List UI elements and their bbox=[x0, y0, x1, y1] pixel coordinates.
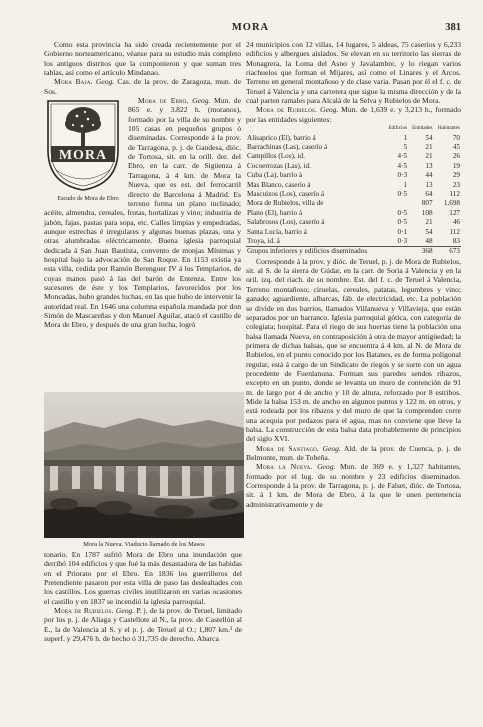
entry-text: Ald. de la prov. de Cuenca, p. j. de Belmonte, mun. de Tobeña. bbox=[246, 443, 461, 462]
entry-category: Geog. bbox=[322, 443, 341, 453]
table-cell-value: 0·1 bbox=[397, 227, 408, 236]
table-header-row bbox=[246, 124, 461, 133]
table-cell-value: 0·3 bbox=[397, 236, 408, 245]
entry-category: Geog. bbox=[95, 77, 115, 87]
viaduct-photograph bbox=[44, 392, 244, 538]
table-cell-entity: Troya, id. á bbox=[247, 236, 280, 245]
table-row bbox=[246, 228, 461, 237]
table-cell-entity: Mascuizos (Los), caserío á bbox=[247, 189, 325, 198]
table-cell-value: 21 bbox=[425, 218, 433, 227]
table-cell-value: 0·5 bbox=[397, 208, 408, 217]
table-cell-value: 64 bbox=[425, 189, 433, 198]
table-cell-value: 4·5 bbox=[397, 161, 408, 170]
left-paragraph-1: Como esta provincia ha sido creada recientemente por el Gobierno norteamericano, véanse para su estudio más completo los antiguos distritos que la componieron y que suman tres tablas, así como el artículo Mindanao. bbox=[44, 40, 241, 78]
table-row bbox=[246, 218, 461, 227]
left-lower-paragraph-1: tonario. En 1787 sufrió Mora de Ebro una inundación que derribó 104 edificios y que fué la más desastadora de las habidas en el Priorato por el Ebro. En 1836 los guerrilleros del Pretendiente pasaron por esta villa de paso las deslealtades con los castillos. Los guerras civiles inutilizaron en varias ocasiones el castillo y en 1837 se incendió la iglesia parroquial. bbox=[44, 550, 242, 606]
photo-caption: Mora la Nueva. Viaducto llamado de los Masos bbox=[83, 541, 205, 548]
table-cell-value: 673 bbox=[434, 247, 461, 257]
table-cell-value: 1 bbox=[403, 180, 408, 189]
table-row bbox=[246, 247, 461, 257]
table-cell-entity: Mora de Rubielos, villa de bbox=[247, 199, 324, 208]
entry-heading: Mora de Ebro. bbox=[138, 96, 189, 106]
table-cell-value: 70 bbox=[452, 133, 460, 142]
table-cell-value: 4·5 bbox=[397, 152, 408, 161]
entry-text: P. j. de la prov. de Teruel, limitado por los p. j. de Aliaga y Castellote al N., la prov. de Castellón al E., la de Valencia al S. y el p. j. de Teruel al O.; 1,807 km.² de superf. y 29,476 h. de hecho ó 31,735 de derecho. Abarca bbox=[44, 606, 243, 644]
table-cell-value bbox=[385, 247, 409, 257]
left-column-lower bbox=[44, 550, 242, 643]
table-cell-entity: Alisaprico (El), barrio á bbox=[247, 133, 316, 142]
table-cell-value: 368 bbox=[408, 247, 433, 257]
entry-text: Mun. de 369 e. y 1,327 habitantes, formado por el lug. de su nombre y 23 edificios diseminados. Corresponde á la prov. de Tarragona, p. j. de Falset, dióc. de Tortosa, sit. á 1 km. de Mora de Ebro, á la que le unen pertenencia administrativamente y de bbox=[246, 462, 461, 509]
table-row bbox=[246, 181, 461, 190]
entry-mora-de-rubielos-pj bbox=[44, 606, 242, 643]
table-cell-value: 54 bbox=[425, 227, 433, 236]
table-row bbox=[246, 199, 461, 208]
table-cell-value: 83 bbox=[452, 236, 460, 245]
table-row bbox=[246, 143, 461, 152]
table-row bbox=[246, 237, 461, 247]
svg-text:MORA: MORA bbox=[58, 148, 108, 164]
page-number: 381 bbox=[445, 22, 461, 33]
right-paragraph-1: 24 municipios con 12 villas, 14 lugares, 5 aldeas, 75 caseríos y 6,233 edificios y albergues aislados. Se elevan en su territorio las sierras de Monagrera, la Loma del Asno y Javalambre, y lo riegan varios riachuelos que forman el Mijares, así como el Linares y el Arcos. Terreno en general montañoso y de clase varia. Pasan por él el f. c. de Teruel á Valencia y una carretera que sigue la misma dirección y de la cual parten ramales para Alcalá de la Selva y Rubielos de Mora. bbox=[246, 40, 461, 106]
coat-of-arms-caption: Escudo de Mora de Ebro bbox=[57, 195, 119, 203]
table-cell-value: 112 bbox=[449, 189, 460, 198]
entry-heading: Mora de Rubielos. bbox=[256, 105, 318, 115]
entry-text: Mun. de 865 e. y 3.822 h. (moranos), formado por la villa de su nombre y 105 casas en pequeños grupos ó diseminadas. Corresponde á la prov. de Tarragona, p. j. de Gandesa, dióc. de Tortosa, sit. en la orill. der. del Ebro, en la carr. de Sigüenza á Tarragona, á 4 km. de Mora la Nueva, que es est. del ferrocarril directo de Barcelona á Madrid. Es terreno forma un plano inclinado; acéite, almendra, cereales, frutas, hortalizas y vino; industria de jabón, fajas, pastas para sopa, etc. Calles limpias y empedradas, aunque estrechas é irregulares y algunas buenas plazas, una y otras alumbradas eléctricamente. Buena iglesia parroquial dedicada á San Juan Bautista, convento de monjas Mínimas y hospital bajo la advocación de San Roque. En 1153 existía ya esta villa, cedida por Ramón Berenguer IV á los Templarios, de cuyas manos pasó á las del barón de Entenza. Entre los sucesores de éste y los Templarios, favorecidos por los Moncadas, hubo grandes luchas, en las que hubo de intervenir la autoridad real. En 1646 una columna española mandada por don Simón de Mascareñas y don Manuel Aguilar, atacó el castillo de Mora de Ebro, y después de una gran lucha, logró bbox=[44, 96, 241, 330]
entry-mora-de-santiago bbox=[246, 444, 461, 463]
table-cell-value: 23 bbox=[452, 180, 460, 189]
table-cell-entity: Campillos (Los), id. bbox=[247, 152, 305, 161]
table-cell-value: 54 bbox=[425, 133, 433, 142]
table-cell-value: 21 bbox=[425, 142, 433, 151]
entry-heading: Mora Baja. bbox=[54, 77, 93, 87]
entry-category: Geog. bbox=[319, 105, 339, 115]
table-row bbox=[246, 162, 461, 171]
table-header: Edificios bbox=[388, 125, 408, 132]
table-cell-value: 46 bbox=[452, 218, 460, 227]
table-cell-value: 0·5 bbox=[397, 218, 408, 227]
table-cell-value: 0·5 bbox=[397, 189, 408, 198]
left-column bbox=[44, 40, 241, 330]
table-row bbox=[246, 209, 461, 218]
entities-table bbox=[246, 124, 461, 257]
table-cell-entity: Mas Blanco, caserío á bbox=[247, 180, 311, 189]
table-cell-value: 13 bbox=[425, 161, 433, 170]
table-cell-value: 26 bbox=[452, 152, 460, 161]
entry-category: Geog. bbox=[192, 96, 211, 106]
entry-mora-baja bbox=[44, 77, 241, 96]
table-row bbox=[246, 190, 461, 199]
entry-mora-la-nueva bbox=[246, 462, 461, 509]
entry-category: Geog. bbox=[317, 462, 336, 472]
table-cell-value: 29 bbox=[452, 171, 460, 180]
table-cell-value: 1 bbox=[403, 133, 408, 142]
entry-heading: Mora la Nueva. bbox=[256, 462, 313, 472]
table-cell-value: 19 bbox=[452, 161, 460, 170]
table-cell-entity: Plano (El), barrio á bbox=[247, 208, 303, 217]
table-cell-entity: Salabrosos (Los), caserío á bbox=[247, 218, 325, 227]
table-cell-value: 5 bbox=[403, 142, 408, 151]
table-cell-entity: Cuba (La), barrío á bbox=[247, 171, 303, 180]
table-cell-value: 21 bbox=[425, 152, 433, 161]
page-header bbox=[40, 22, 461, 38]
coat-of-arms-image bbox=[44, 98, 122, 192]
entry-heading: Mora de Rubielos. bbox=[54, 606, 114, 616]
table-cell-entity: Cocoerrozas (Las), id. bbox=[247, 161, 311, 170]
table-row bbox=[246, 134, 461, 143]
table-cell-entity: Grupos inferiores y edificios diseminados bbox=[246, 247, 385, 257]
table-row bbox=[246, 152, 461, 161]
table-cell-value: 807 bbox=[421, 199, 433, 208]
entry-heading: Mora de Santiago. bbox=[256, 443, 320, 453]
table-cell-value: 48 bbox=[425, 236, 433, 245]
table-header: Entidades bbox=[412, 125, 433, 132]
table-cell-value: 127 bbox=[449, 208, 460, 217]
entry-text: Mun. de 1,639 e. y 3,213 h., formado por las entidades siguientes: bbox=[246, 105, 461, 124]
table-cell-value: 112 bbox=[449, 227, 460, 236]
coat-of-arms-figure bbox=[44, 98, 122, 203]
table-cell-value: 45 bbox=[452, 142, 460, 151]
table-cell-value: 1,698 bbox=[443, 199, 460, 208]
entry-category: Geog. bbox=[115, 606, 135, 616]
table-cell-value: 44 bbox=[425, 171, 433, 180]
right-paragraph-3: Corresponde á la prov. y dióc. de Teruel, p. j. de Mora de Rubielos, sit. al S. de la sierra de Gúdar, en la carr. de Soria á Valencia y en la oril. izq. del riach. de su nombre. Est. del f. c. de Teruel á Valencia, Terreno montañoso; ciruelas, cereales, patatas, legumbres y vino; ganado; aguardiente, albarcas, fáb. de electricidad, etc. La población se divide en dos barrios, llamados Villanueva y Villavieja, que están separados por un barranco. Iglesia parroquial gótica, con categoría de colegiata; hospital. Para el riego de sus huertas tiene la población una balsa llamada Nueva, en contraposición á otra de mayor antigüedad; la primera de dichas balsas, que se encuentra á 4 km. al N. de Mora de Rubielos, en el punto conocido por los Batanes, es de forma poligonal regular, está á cargo de un Sindicato de riegos y se surte con un agua procedente de Fuenlanuna. Forman sus paredes sendos ribazos, excepto en un punto, donde se levanta un muro de contención de 91 m. de largo por 4 de ancho y 10 de altura, reforzado por 8 estribos. Mide la balsa 153 m. de ancho en algunos puntos y 122 m. en otros, y está rodeada por los ribazos y del muro de que la comprenden corre una acequia por pedazos para el agua, mas no conviene que lleve la balsa. La construcción de esta balsa data probablemente de principios del siglo XVI. bbox=[246, 256, 461, 444]
table-cell-value bbox=[385, 199, 409, 208]
table-row bbox=[246, 171, 461, 180]
table-cell-entity: Barrachinas (Las), caserío á bbox=[247, 142, 328, 151]
entry-mora-de-rubielos-mun bbox=[246, 105, 461, 124]
entry-mora-de-ebro bbox=[44, 96, 241, 330]
table-header: Habitantes bbox=[437, 125, 460, 132]
entry-text: Cas. de la prov. de Zaragoza, mun. de Sos. bbox=[44, 77, 241, 96]
table-cell-value: 0·3 bbox=[397, 171, 408, 180]
table-cell-value: 13 bbox=[425, 180, 433, 189]
running-title: MORA bbox=[231, 22, 270, 33]
table-cell-value: 108 bbox=[421, 208, 433, 217]
table-cell-entity: Santa Lucía, barrio á bbox=[247, 227, 307, 236]
right-column bbox=[246, 40, 461, 509]
